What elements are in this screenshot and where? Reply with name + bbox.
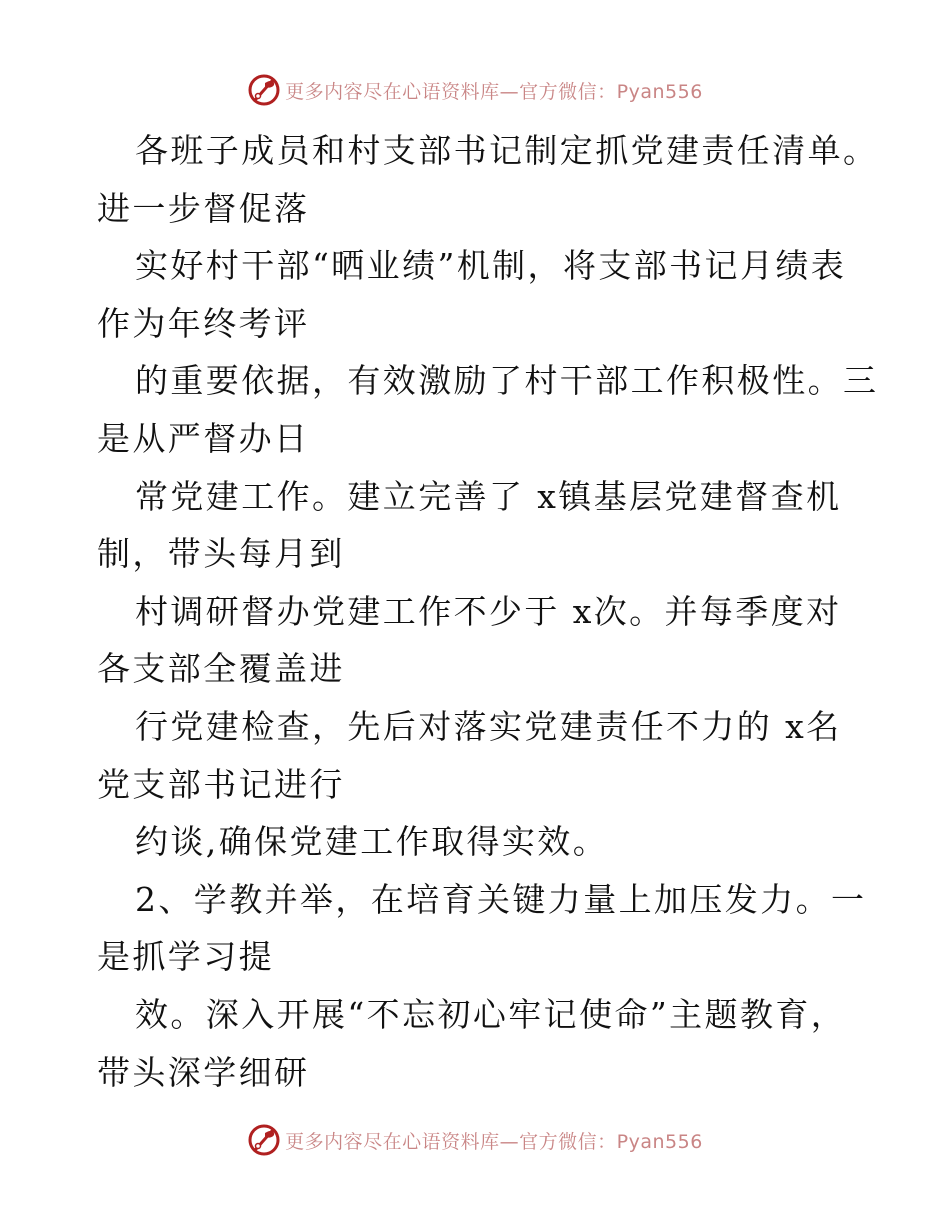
text-line: 带头深学细研 <box>97 1052 310 1092</box>
header-watermark <box>0 70 950 110</box>
text-line: 制，带头每月到 <box>97 534 345 574</box>
text-line: 实好村干部“晒业绩”机制，将支部书记月绩表 <box>135 246 847 286</box>
text-line: 是抓学习提 <box>97 937 274 977</box>
text-line: 各班子成员和村支部书记制定抓党建责任清单。 <box>135 131 879 170</box>
text-line: 村调研督办党建工作不少于 x次。并每季度对 <box>135 591 842 631</box>
quill-logo-icon <box>247 1123 281 1157</box>
quill-logo-icon <box>247 73 281 107</box>
text-line: 常党建工作。建立完善了 x镇基层党建督查机 <box>135 476 842 516</box>
document-body <box>97 122 877 1101</box>
text-line: 党支部书记进行 <box>97 764 345 804</box>
watermark-text: 更多内容尽在心语资料库—官方微信：Pyan556 <box>285 1130 703 1153</box>
text-line: 约谈,确保党建工作取得实效。 <box>135 822 609 862</box>
text-line: 2、学教并举，在培育关键力量上加压发力。一 <box>135 879 867 919</box>
footer-watermark <box>0 1120 950 1160</box>
text-line: 的重要依据，有效激励了村干部工作积极性。三 <box>135 361 879 401</box>
text-line: 效。深入开展“不忘初心牢记使命”主题教育， <box>135 994 847 1034</box>
text-line: 各支部全覆盖进 <box>97 649 345 689</box>
text-line: 行党建检查，先后对落实党建责任不力的 x名 <box>135 706 842 746</box>
text-line: 作为年终考评 <box>97 303 310 343</box>
text-line: 进一步督促落 <box>97 188 310 228</box>
watermark-text: 更多内容尽在心语资料库—官方微信：Pyan556 <box>285 80 703 103</box>
text-line: 是从严督办日 <box>97 418 310 458</box>
